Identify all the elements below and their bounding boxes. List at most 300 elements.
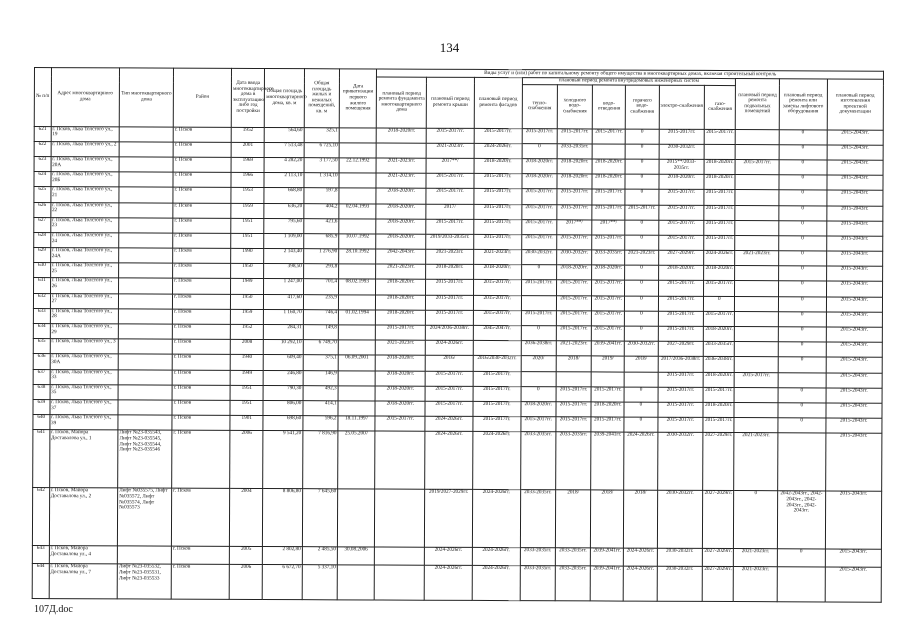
table-cell: 2015-2017гг.: [521, 219, 556, 234]
table-cell: 2015-2043гг.: [826, 357, 882, 372]
table-cell: 2018-2020гг.: [557, 159, 592, 174]
table-cell: 0: [779, 190, 827, 205]
table-cell: 375,1: [303, 355, 338, 370]
table-cell: 10 292,10: [264, 340, 303, 355]
table-cell: 0: [625, 220, 658, 235]
table-cell: 2015-2017гг.: [556, 311, 591, 326]
table-cell: [591, 372, 624, 387]
table-cell: г. Псков: [171, 564, 229, 599]
col-lift: плановый период ремонта или замены лифтового оборудования: [779, 79, 827, 130]
table-cell: 2015-2043гг.: [826, 418, 882, 433]
table-cell: 0: [779, 236, 827, 251]
table-cell: 597,8: [304, 188, 339, 203]
table-cell: 2018-2020гг.: [592, 159, 625, 174]
table-cell: 2027-2029гг.: [703, 549, 734, 567]
table-cell: 2015-2017гг.: [658, 235, 704, 250]
table-cell: 629: [34, 248, 51, 263]
table-cell: 2021-2023гг.: [735, 251, 779, 266]
table-cell: 2015-2017гг.: [592, 311, 625, 326]
table-cell: 2015-2017гг.: [704, 190, 735, 205]
table-cell: 325,1: [304, 127, 339, 142]
table-cell: [735, 129, 779, 144]
table-cell: г. Псков, Майора Доставалова ул., 1: [49, 430, 118, 488]
table-cell: 2021-2023гг.: [376, 264, 426, 279]
table-cell: 149,8: [303, 325, 338, 340]
table-cell: [375, 547, 425, 565]
table-cell: 0: [625, 281, 658, 296]
table-cell: 2015-2017гг.: [658, 205, 704, 220]
table-cell: 1949: [230, 370, 263, 385]
table-cell: [735, 190, 779, 205]
table-cell: [339, 173, 376, 188]
table-cell: 2015-2043гг.: [826, 403, 882, 418]
table-cell: 2015-2017гг.: [658, 281, 704, 296]
table-cell: 2027-2029гг.: [703, 491, 734, 549]
table-cell: г. Псков: [171, 488, 229, 546]
table-cell: 2024-2026гг.: [474, 143, 522, 158]
table-cell: 2015-2043гг.: [825, 549, 881, 567]
table-cell: 2004: [230, 489, 263, 547]
table-cell: 2015-2043гг.: [827, 145, 883, 160]
table-cell: 2015-2017гг.: [556, 280, 591, 295]
table-cell: 1951: [230, 385, 263, 400]
col-drainage: водо-отведения: [592, 85, 625, 129]
table-cell: [118, 415, 172, 430]
table-cell: 2033-2035гг.: [557, 144, 592, 159]
table-cell: г. Псков, Льва Толстого ул., 30А: [50, 354, 119, 369]
table-cell: 0: [778, 403, 826, 418]
col-total-area: Общая площадь многоквартирного дома, кв. м: [265, 69, 305, 128]
col-electric: электро-снабжения: [659, 85, 705, 129]
table-cell: 2015-2017гг.: [521, 280, 556, 295]
table-cell: 2015-2017гг.: [521, 310, 556, 325]
table-cell: [119, 218, 173, 233]
table-cell: 2017**/: [426, 158, 474, 173]
table-cell: 2021-2023гг.: [556, 341, 591, 356]
table-cell: 2015-2017гг.: [522, 128, 557, 143]
table-cell: г. Псков, Льва Толстого ул., 23: [50, 217, 119, 232]
table-cell: 2030-2032гг.: [659, 144, 705, 159]
table-cell: г. Псков, Льва Толстого ул., 3: [50, 339, 119, 354]
table-cell: г. Псков: [173, 142, 231, 157]
table-cell: 2018-2020гг.: [703, 372, 734, 387]
table-cell: 2018-2020гг.: [521, 402, 556, 417]
document-table-container: [32, 67, 884, 603]
table-cell: 2018-2020гг.: [376, 204, 426, 219]
table-cell: 624: [34, 172, 51, 187]
table-cell: г. Псков, Майора Доставалова ул., 2: [49, 488, 118, 546]
table-cell: [339, 127, 376, 142]
table-cell: 2018-2020гг.: [591, 402, 624, 417]
table-cell: [118, 309, 172, 324]
table-cell: 2015-2017гг.: [473, 417, 521, 432]
table-cell: 634: [33, 324, 50, 339]
table-cell: 0: [625, 296, 658, 311]
col-num: № п/п: [34, 68, 51, 127]
table-cell: 2015-2017гг.: [521, 204, 556, 219]
table-cell: 2015-2043гг.: [825, 491, 882, 549]
table-cell: г. Псков, Льва Толстого ул., 33: [50, 369, 119, 384]
table-cell: г. Псков, Льва Толстого ул., 21: [51, 187, 120, 202]
table-cell: 2021-2023гг.: [426, 143, 474, 158]
table-cell: 2021-2023гг.: [625, 250, 658, 265]
table-cell: 7 816,90: [302, 431, 338, 489]
table-cell: [339, 188, 376, 203]
table-cell: 1 247,00: [264, 279, 303, 294]
table-cell: 2018-2020гг.: [704, 326, 735, 341]
table-cell: 2005: [229, 547, 262, 565]
table-cell: 2021-2023гг.: [474, 250, 522, 265]
table-cell: 2015-2017гг.: [426, 173, 474, 188]
table-cell: 2015-2017гг.: [658, 387, 704, 402]
table-cell: 0: [521, 386, 556, 401]
table-cell: [119, 187, 173, 202]
table-cell: [735, 266, 779, 281]
table-cell: 2015-2017гг.: [521, 417, 556, 432]
table-cell: [777, 567, 825, 602]
table-cell: 0: [521, 265, 556, 280]
table-cell: 1959: [231, 309, 264, 324]
table-cell: [338, 401, 375, 416]
table-cell: г. Псков: [171, 546, 229, 564]
table-cell: [734, 403, 778, 418]
table-cell: 628: [34, 232, 51, 247]
table-cell: 246,80: [263, 370, 302, 385]
table-cell: Лифт №23-035543, Лифт №23-035545, Лифт №23-035544, Лифт №23-035546: [118, 430, 172, 488]
table-cell: 2033-2035гг.: [703, 342, 734, 357]
table-cell: [735, 342, 779, 357]
table-cell: [735, 296, 779, 311]
table-cell: 2033-2035гг.: [556, 432, 592, 490]
table-cell: 795,60: [264, 218, 303, 233]
table-cell: 2015-2017гг.: [426, 219, 474, 234]
table-cell: 0: [624, 387, 657, 402]
table-cell: 235,9: [303, 294, 338, 309]
table-cell: 2024/2036-2038гг.: [425, 325, 473, 340]
table-cell: [735, 357, 779, 372]
table-cell: 2027-2029гг.: [658, 250, 704, 265]
table-cell: г. Псков: [173, 233, 231, 248]
table-cell: 2015-2043гг.: [826, 205, 882, 220]
table-cell: 2015-2017гг.: [556, 417, 591, 432]
table-cell: 2018-2020гг.: [376, 234, 426, 249]
table-cell: 638: [33, 384, 50, 399]
page-number: 134: [439, 40, 460, 55]
table-cell: 609,40: [264, 355, 303, 370]
table-cell: 668,80: [264, 188, 303, 203]
table-cell: [734, 387, 778, 402]
table-cell: 642: [32, 488, 49, 546]
table-cell: [735, 327, 779, 342]
table-cell: г. Псков: [173, 248, 231, 263]
table-cell: 2015-2017гг.: [557, 189, 592, 204]
table-cell: 2015-2017гг.: [556, 295, 591, 310]
table-cell: 2021-2023гг.: [734, 567, 778, 602]
table-cell: 0: [779, 175, 827, 190]
table-cell: 2015-2017гг.: [591, 417, 624, 432]
table-cell: 0: [777, 549, 825, 567]
table-cell: 08.02.1993: [339, 279, 376, 294]
table-cell: 2018-2020гг.: [704, 175, 735, 190]
table-cell: 2018-2020гг.: [377, 128, 427, 143]
table-cell: 2015-2017гг.: [591, 387, 624, 402]
table-cell: 2015-2017гг.: [556, 326, 591, 341]
table-cell: г. Псков: [173, 187, 231, 202]
table-cell: 2027-2029гг.: [703, 433, 734, 491]
table-cell: 0: [624, 402, 657, 417]
table-cell: 2015-2043гг.: [825, 567, 882, 602]
table-cell: 2016/2030-2032гг.: [473, 356, 521, 371]
table-cell: 1950: [231, 264, 264, 279]
table-cell: 2017/2036-2038гг.: [658, 357, 704, 372]
table-cell: [473, 341, 521, 356]
table-cell: [735, 281, 779, 296]
table-cell: [375, 431, 425, 489]
table-cell: 2015-2017гг.: [474, 189, 522, 204]
table-cell: [118, 354, 172, 369]
table-cell: 2001: [231, 142, 264, 157]
table-cell: 6 672,70: [263, 565, 303, 600]
table-cell: 1951: [231, 233, 264, 248]
table-cell: [119, 172, 173, 187]
table-cell: 2024-2026гг.: [473, 432, 521, 490]
table-cell: 637: [33, 369, 50, 384]
table-cell: 2015-2043гг.: [826, 236, 882, 251]
table-cell: 10.07.1992: [339, 234, 376, 249]
table-cell: 746,4: [303, 310, 338, 325]
table-cell: 2018-2020гг.: [557, 174, 592, 189]
table-cell: 1951: [230, 400, 263, 415]
table-cell: 2021-2023гг.: [376, 173, 426, 188]
table-cell: 2018-2020гг.: [592, 265, 625, 280]
table-cell: 2027-2029гг.: [658, 341, 704, 356]
table-cell: 2015-2017гг.: [473, 310, 521, 325]
table-cell: 2015-2017гг.: [704, 235, 735, 250]
table-cell: 1969: [231, 157, 264, 172]
table-cell: 2015-2017гг.: [658, 326, 704, 341]
table-cell: [337, 565, 374, 600]
table-cell: 2018-2020гг.: [704, 266, 735, 281]
table-cell: 1952: [230, 324, 263, 339]
table-cell: Лифт №23-035532, Лифт №23-035531, Лифт №23-035533: [117, 564, 171, 599]
table-cell: г. Псков: [172, 294, 230, 309]
table-cell: 2015-2017гг.: [556, 402, 591, 417]
table-cell: 2015-2043гг.: [827, 190, 883, 205]
table-cell: 1949: [231, 279, 264, 294]
table-cell: [734, 418, 778, 433]
table-cell: 2015-2017гг.: [592, 296, 625, 311]
table-cell: [735, 220, 779, 235]
table-cell: 2024-2026гг.: [624, 548, 657, 566]
col-first-privatization: Дата приватизации первого жилого помещения: [339, 69, 377, 128]
table-cell: 2015**/2033-2035гг.: [659, 159, 705, 174]
table-cell: 2033-2035гг.: [555, 548, 590, 566]
table-cell: 2015-2017гг.: [704, 129, 735, 144]
table-cell: 1 109,00: [264, 233, 303, 248]
table-cell: 1966: [231, 173, 264, 188]
table-cell: [778, 372, 826, 387]
table-cell: 2015-2017гг.: [704, 311, 735, 326]
table-cell: 2039-2041гг.: [591, 432, 624, 490]
table-cell: 7 513,48: [264, 142, 303, 157]
table-cell: 2036-2038гг.: [521, 341, 556, 356]
table-cell: 2015-2017гг.: [474, 204, 522, 219]
col-year: Дата ввода многоквартирного дома в эксплуатацию либо год постройки: [231, 68, 264, 127]
table-cell: 2015-2043гг.: [826, 373, 882, 388]
table-cell: 1 276,90: [303, 249, 338, 264]
table-cell: [118, 339, 172, 354]
table-cell: [556, 371, 591, 386]
table-cell: 421,6: [304, 218, 339, 233]
table-cell: г. Псков: [172, 309, 230, 324]
table-cell: 6 725,10: [304, 142, 339, 157]
table-cell: 2018/: [556, 356, 591, 371]
footer-filename: 107Д.doc: [34, 604, 73, 615]
table-cell: 2024-2026гг.: [425, 340, 473, 355]
table-cell: 0: [625, 189, 658, 204]
table-cell: 2018-2020гг.: [375, 371, 425, 386]
table-cell: 623: [34, 156, 51, 171]
table-cell: 2018-2020гг.: [376, 188, 426, 203]
table-cell: 0: [778, 357, 826, 372]
table-cell: 2015-2017гг.: [735, 160, 779, 175]
table-cell: [624, 372, 657, 387]
table-cell: 2015-2017гг.: [592, 189, 625, 204]
table-cell: [376, 143, 426, 158]
table-cell: 2018/: [555, 490, 591, 548]
table-cell: 2015-2017гг.: [625, 205, 658, 220]
table-cell: 1953: [231, 188, 264, 203]
table-cell: 2015-2017гг.: [425, 401, 473, 416]
table-cell: 0: [779, 205, 827, 220]
table-cell: 0: [778, 266, 826, 281]
table-cell: 2018-2020гг.: [474, 158, 522, 173]
table-cell: 284,31: [264, 325, 303, 340]
table-cell: [118, 324, 172, 339]
table-cell: 2015-2043гг.: [826, 312, 882, 327]
table-cell: [339, 143, 376, 158]
table-cell: г. Псков: [172, 370, 230, 385]
table-cell: 398,50: [264, 264, 303, 279]
table-cell: 2015-2017гг.: [426, 280, 474, 295]
table-cell: 2018-2020гг.: [375, 386, 425, 401]
table-cell: 1 314,10: [304, 173, 339, 188]
table-cell: 404,2: [304, 203, 339, 218]
table-cell: 631: [34, 278, 51, 293]
table-cell: 2015-2017гг.: [658, 220, 704, 235]
table-cell: 2019/2033-2035гг.: [426, 234, 474, 249]
table-cell: 0: [778, 296, 826, 311]
table-cell: г. Псков: [173, 263, 231, 278]
table-cell: г. Псков: [173, 127, 231, 142]
table-cell: 636,20: [264, 203, 303, 218]
table-cell: г. Псков: [173, 157, 231, 172]
table-cell: 2018-2020гг.: [376, 279, 426, 294]
table-cell: [375, 565, 425, 600]
col-group-works: Виды услуг и (или) работ по капитальному ремонту общего имущества в многоквартирных домах, включая строительный контроль: [377, 69, 884, 79]
table-cell: 2018/: [591, 490, 624, 548]
table-cell: 2015-2017гг.: [426, 128, 474, 143]
table-cell: [338, 325, 375, 340]
table-cell: 2015-2017гг.: [659, 129, 705, 144]
table-cell: 2015-2043гг.: [826, 221, 882, 236]
table-cell: 2015-2017гг.: [658, 190, 704, 205]
table-cell: г. Псков, Льва Толстого ул., 2: [51, 141, 120, 156]
table-cell: 2030-2032гг.: [657, 433, 703, 491]
table-cell: 0: [778, 388, 826, 403]
table-cell: 632: [33, 293, 50, 308]
table-cell: [735, 175, 779, 190]
table-cell: [735, 205, 779, 220]
table-cell: 0: [778, 281, 826, 296]
table-cell: 2018-2020гг.: [473, 265, 521, 280]
table-cell: 2015-2017гг.: [591, 326, 624, 341]
table-cell: 564,60: [265, 127, 304, 142]
table-cell: 2018/: [625, 356, 658, 371]
table-cell: 0: [626, 129, 659, 144]
table-cell: 0: [625, 326, 658, 341]
table-cell: 806,00: [263, 400, 302, 415]
table-cell: г. Псков: [172, 400, 230, 415]
table-cell: 701,4: [303, 279, 338, 294]
table-cell: 0: [625, 265, 658, 280]
table-cell: 2017**/: [592, 220, 625, 235]
table-cell: 2 143,40: [264, 249, 303, 264]
table-cell: г. Псков, Льва Толстого ул., 24: [50, 232, 119, 247]
table-cell: [119, 263, 173, 278]
table-cell: [337, 489, 375, 547]
col-roof: плановый период ремонта крыши: [426, 77, 474, 128]
table-cell: [338, 386, 375, 401]
table-cell: 2018-2020гг.: [426, 264, 474, 279]
table-cell: г. Псков: [172, 430, 230, 488]
table-cell: 28.10.1992: [339, 249, 376, 264]
table-cell: 2015-2017гг.: [473, 295, 521, 310]
table-cell: 2015-2017гг.: [658, 372, 704, 387]
table-cell: г. Псков, Льва Толстого ул., 35: [50, 384, 119, 399]
table-cell: г. Псков, Льва Толстого ул., 22: [50, 202, 119, 217]
table-cell: 2015-2017гг.: [425, 371, 473, 386]
table-cell: 643: [32, 546, 49, 564]
table-cell: [735, 144, 779, 159]
table-cell: 0: [779, 145, 827, 160]
table-cell: 2006: [230, 431, 263, 489]
table-cell: 2021-2023гг.: [426, 249, 474, 264]
table-cell: 4 282,20: [264, 157, 303, 172]
table-cell: г. Псков: [172, 339, 230, 354]
table-cell: 18.11.1997: [338, 416, 375, 431]
table-cell: [119, 248, 173, 263]
table-cell: [339, 264, 376, 279]
table-cell: 2024-2026гг.: [425, 548, 473, 566]
table-cell: [778, 433, 826, 491]
table-cell: [521, 295, 556, 310]
table-cell: 2015-2043гг.: [826, 297, 882, 312]
table-cell: 2 802,80: [263, 547, 303, 565]
col-facade: плановый период ремонта фасадов: [474, 77, 522, 128]
table-cell: г. Псков, Майора Доставалова ул., 7: [49, 564, 118, 599]
table-cell: 2015-2017гг.: [704, 281, 735, 296]
table-cell: 2024-2026гг.: [472, 490, 520, 548]
table-cell: 2036-2038гг.: [703, 357, 734, 372]
table-cell: 2024-2026гг.: [624, 566, 657, 601]
table-cell: г. Псков, Майора Доставалова ул., 4: [49, 546, 118, 564]
table-cell: [338, 294, 375, 309]
table-row: [33, 430, 882, 492]
table-cell: 2015-2017гг.: [474, 234, 522, 249]
table-cell: 2018-2020гг.: [376, 310, 426, 325]
table-cell: [521, 371, 556, 386]
